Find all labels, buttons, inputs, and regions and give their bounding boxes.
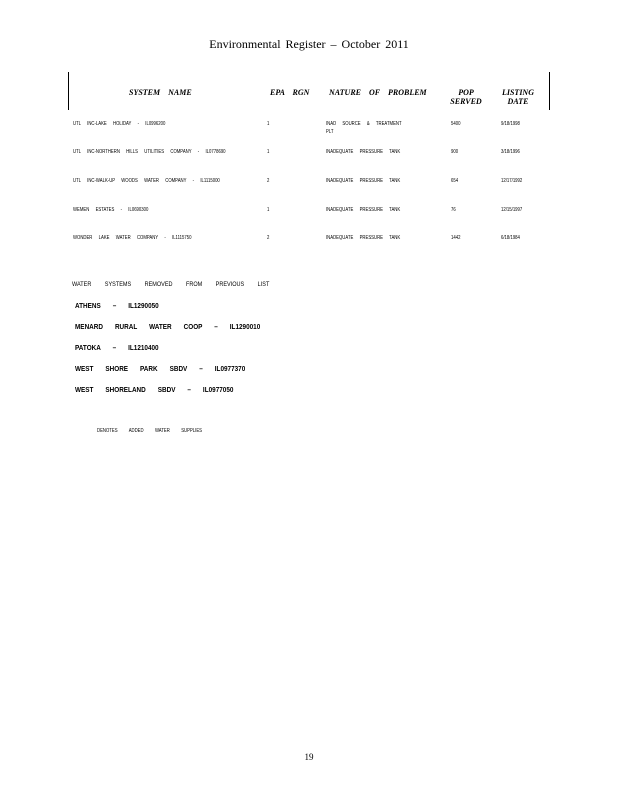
- col-header-system-name: SYSTEM NAME: [129, 88, 192, 97]
- col-header-pop-line2: SERVED: [450, 97, 482, 106]
- row-3-date: 12/17/1992: [501, 178, 523, 184]
- row-2-nature: INADEQUATE PRESSURE TANK: [326, 149, 401, 155]
- col-header-nature: NATURE OF PROBLEM: [329, 88, 427, 97]
- row-3-pop: 654: [451, 178, 459, 184]
- row-1-date: 9/18/1998: [501, 121, 520, 127]
- row-5-pop: 1442: [451, 235, 461, 241]
- row-5-nature: INADEQUATE PRESSURE TANK: [326, 235, 401, 241]
- table-left-rule: [68, 72, 69, 110]
- footnote: DENOTES ADDED WATER SUPPLIES: [97, 428, 203, 434]
- col-header-date-line2: DATE: [507, 97, 529, 106]
- row-4-rgn: 1: [267, 207, 270, 213]
- col-header-pop-line1: POP: [458, 88, 474, 97]
- row-4-date: 12/15/1997: [501, 207, 523, 213]
- removed-item: ATHENS – IL1290050: [75, 301, 159, 310]
- row-2-system: UTL INC-NORTHERN HILLS UTILITIES COMPANY - IL0778690: [73, 149, 226, 155]
- row-3-rgn: 2: [267, 178, 270, 184]
- row-4-pop: 76: [451, 207, 456, 213]
- row-2-rgn: 1: [267, 149, 270, 155]
- removed-item: PATOKA – IL1210400: [75, 343, 159, 352]
- col-header-listing-date: [490, 88, 546, 106]
- row-3-system: UTL INC-WALK-UP WOODS WATER COMPANY - IL1115000: [73, 178, 220, 184]
- row-1-system: UTL INC-LAKE HOLIDAY - IL0996200: [73, 121, 166, 127]
- table-right-rule: [549, 72, 550, 110]
- row-1-rgn: 1: [267, 121, 270, 127]
- row-3-nature: INADEQUATE PRESSURE TANK: [326, 178, 401, 184]
- row-2-pop: 900: [451, 149, 459, 155]
- row-4-nature: INADEQUATE PRESSURE TANK: [326, 207, 401, 213]
- row-2-date: 3/18/1996: [501, 149, 520, 155]
- row-1-nature: INAD SOURCE & TREATMENT PLT: [326, 121, 402, 135]
- col-header-epa-rgn: EPA RGN: [270, 88, 310, 97]
- row-5-system: WONDER LAKE WATER COMPANY - IL1115750: [73, 235, 192, 241]
- col-header-pop-served: [436, 88, 496, 106]
- row-4-system: WEMEN ESTATES - IL0690300: [73, 207, 149, 213]
- removed-item: WEST SHORE PARK SBDV – IL0977370: [75, 364, 246, 373]
- row-5-date: 6/18/1984: [501, 235, 520, 241]
- removed-systems-heading: WATER SYSTEMS REMOVED FROM PREVIOUS LIST: [72, 281, 270, 288]
- page-header: Environmental Register – October 2011: [209, 37, 409, 51]
- row-5-rgn: 2: [267, 235, 270, 241]
- page-number: 19: [304, 752, 314, 762]
- removed-item: MENARD RURAL WATER COOP – IL1290010: [75, 322, 261, 331]
- col-header-date-line1: LISTING: [501, 88, 534, 97]
- removed-item: WEST SHORELAND SBDV – IL0977050: [75, 385, 234, 394]
- row-1-pop: 5400: [451, 121, 461, 127]
